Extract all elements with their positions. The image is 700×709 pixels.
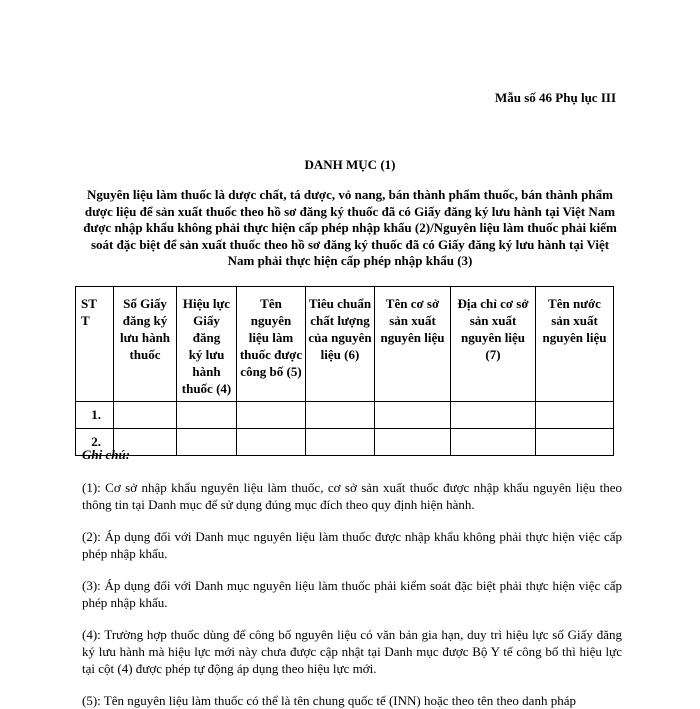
header-registration-validity: Hiệu lực Giấy đăng ký lưu hành thuốc (4) — [177, 287, 237, 402]
table-cell — [536, 402, 614, 429]
table-row — [76, 402, 614, 429]
document-title: DANH MỤC (1) — [304, 157, 396, 172]
table-cell — [451, 402, 536, 429]
table-cell — [375, 429, 451, 456]
table-cell — [177, 429, 237, 456]
table-cell — [375, 402, 451, 429]
table-cell — [306, 429, 375, 456]
header-manufacturer-address: Địa chỉ cơ sở sản xuất nguyên liệu (7) — [451, 287, 536, 402]
header-manufacturing-country: Tên nước sản xuất nguyên liệu — [536, 287, 614, 402]
table-cell — [114, 402, 177, 429]
header-stt: ST T — [76, 287, 114, 402]
table-header-row — [76, 287, 614, 402]
table-cell — [237, 429, 306, 456]
table-cell — [177, 402, 237, 429]
note-4: (4): Trường hợp thuốc dùng để công bố nguyên liệu có văn bản gia hạn, duy trì hiệu lực số Giấy đăng ký lưu hành mà hiệu lực mới này chưa được cập nhật tại Danh mục được Bộ Y tế công bố thì hiệu lực tại cột (4) được phép tự động áp dụng theo hiệu lực mới. — [82, 627, 622, 676]
note-2: (2): Áp dụng đối với Danh mục nguyên liệu làm thuốc được nhập khẩu không phải thực hiện việc cấp phép nhập khẩu. — [82, 529, 622, 561]
note-5: (5): Tên nguyên liệu làm thuốc có thể là tên chung quốc tế (INN) hoặc theo tên theo danh pháp — [82, 693, 576, 708]
header-registration-number: Số Giấy đăng ký lưu hành thuốc — [114, 287, 177, 402]
row-stt: 2. — [76, 429, 114, 456]
table-cell — [306, 402, 375, 429]
table-cell — [451, 429, 536, 456]
material-list-table — [75, 286, 614, 456]
document-subtitle: Nguyên liệu làm thuốc là dược chất, tá dược, vỏ nang, bán thành phẩm thuốc, bán thành phẩm dược liệu để sản xuất thuốc theo hồ sơ đăng ký thuốc đã có Giấy đăng ký lưu hành tại Việt Nam được nhập khẩu không phải thực hiện cấp phép nhập khẩu (2)/Nguyên liệu làm thuốc phải kiểm soát đặc biệt để sản xuất thuốc theo hồ sơ đăng ký thuốc đã có Giấy đăng ký lưu hành tại Việt Nam phải thực hiện cấp phép nhập khẩu (3) — [83, 187, 617, 268]
notes-heading: Ghi chú: — [82, 447, 131, 462]
table-row — [76, 429, 614, 456]
header-manufacturer-name: Tên cơ sở sản xuất nguyên liệu — [375, 287, 451, 402]
row-stt: 1. — [76, 402, 114, 429]
table-cell — [536, 429, 614, 456]
form-number: Mẫu số 46 Phụ lục III — [495, 90, 616, 105]
header-material-name: Tên nguyên liệu làm thuốc được công bố (5) — [237, 287, 306, 402]
note-3: (3): Áp dụng đối với Danh mục nguyên liệu làm thuốc phải kiểm soát đặc biệt phải thực hiện việc cấp phép nhập khẩu. — [82, 578, 622, 610]
table-cell — [237, 402, 306, 429]
header-quality-standard: Tiêu chuẩn chất lượng của nguyên liệu (6) — [306, 287, 375, 402]
note-1: (1): Cơ sở nhập khẩu nguyên liệu làm thuốc, cơ sở sản xuất thuốc được nhập khẩu nguyên liệu theo thông tin tại Danh mục để sử dụng đúng mục đích theo quy định hiện hành. — [82, 480, 622, 512]
